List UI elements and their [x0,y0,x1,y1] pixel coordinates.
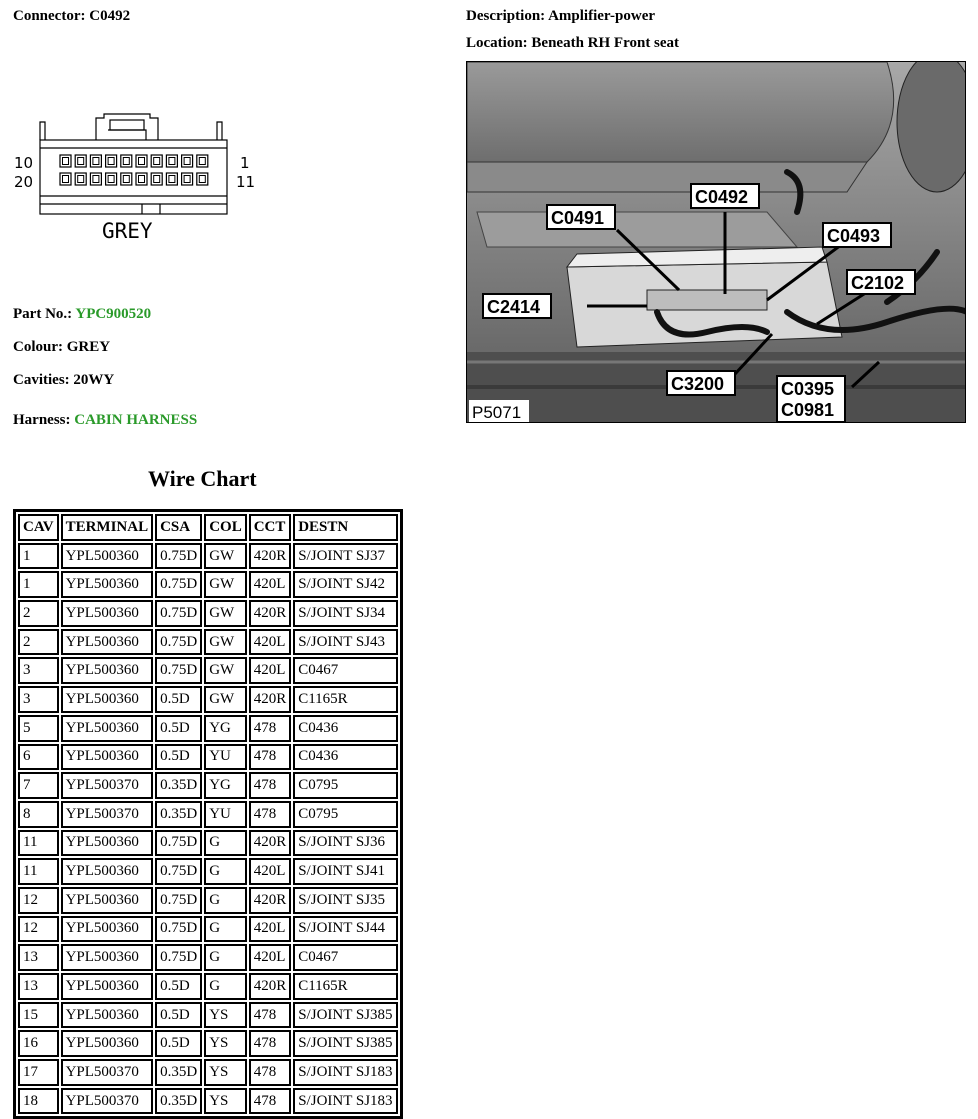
connector-face-diagram [12,108,262,248]
table-cell: 12 [18,916,59,943]
table-row [18,858,398,885]
pin-cavity [166,173,177,185]
table-cell: S/JOINT SJ385 [293,1030,397,1057]
table-cell: 420L [249,629,292,656]
table-cell: S/JOINT SJ43 [293,629,397,656]
table-cell: S/JOINT SJ41 [293,858,397,885]
table-cell: C0795 [293,772,397,799]
table-cell: 17 [18,1059,59,1086]
pin-terminal [123,158,129,165]
table-cell: 6 [18,744,59,771]
part-number-line [13,306,151,323]
table-cell: 0.75D [155,657,202,684]
pin-terminal [199,158,205,165]
table-row [18,686,398,713]
colour-value: GREY [66,339,111,355]
table-cell: 420R [249,973,292,1000]
wire-chart-title: Wire Chart [148,466,257,491]
table-cell: 11 [18,830,59,857]
pin-cavity [75,155,86,167]
table-cell: 420R [249,830,292,857]
table-cell: 0.35D [155,1088,202,1115]
table-cell: 478 [249,1059,292,1086]
table-cell: YPL500360 [61,1030,154,1057]
table-cell: 0.75D [155,629,202,656]
table-cell: GW [204,600,247,627]
table-cell: 0.75D [155,543,202,570]
table-cell: YG [204,772,247,799]
table-cell: C0436 [293,715,397,742]
pin-grid [60,155,208,185]
table-cell: C0795 [293,801,397,828]
column-header: CCT [249,514,292,541]
pin-cavity [90,173,101,185]
column-header: TERMINAL [61,514,154,541]
connector-colour-text: GREY [102,219,153,243]
table-cell: YPL500360 [61,629,154,656]
table-row [18,1030,398,1057]
part-number-link[interactable]: YPC900520 [75,306,152,322]
table-cell: G [204,830,247,857]
pin-cavity [136,173,147,185]
pin-cavity [166,155,177,167]
table-cell: 0.75D [155,571,202,598]
location-line [466,35,679,52]
table-cell: 12 [18,887,59,914]
table-cell: YPL500360 [61,686,154,713]
table-cell: YS [204,1030,247,1057]
pin-cavity [106,155,117,167]
table-cell: 420R [249,600,292,627]
table-row [18,600,398,627]
table-cell: 0.75D [155,858,202,885]
pin-cavity [75,173,86,185]
connector-label: Connector: [13,8,86,24]
pin-terminal [93,158,99,165]
table-cell: C1165R [293,973,397,1000]
table-row [18,744,398,771]
table-cell: 0.75D [155,600,202,627]
table-row [18,571,398,598]
table-cell: 478 [249,1002,292,1029]
table-cell: YU [204,801,247,828]
table-cell: GW [204,657,247,684]
cavities-line [13,372,114,389]
table-cell: 478 [249,715,292,742]
table-cell: GW [204,571,247,598]
connector-value: C0492 [89,8,131,24]
column-header: COL [204,514,247,541]
table-cell: YPL500360 [61,944,154,971]
wire-chart-body [18,543,398,1115]
harness-label: Harness: [13,412,71,428]
table-cell: S/JOINT SJ385 [293,1002,397,1029]
table-cell: YPL500370 [61,772,154,799]
table-cell: G [204,887,247,914]
pin-label-bottom-right: 11 [236,173,256,191]
pin-terminal [108,158,114,165]
table-cell: YPL500370 [61,1059,154,1086]
pin-terminal [93,176,99,183]
table-cell: YS [204,1088,247,1115]
table-cell: 478 [249,801,292,828]
table-cell: YPL500360 [61,571,154,598]
table-cell: YPL500360 [61,887,154,914]
pin-cavity [136,155,147,167]
table-cell: 420R [249,887,292,914]
table-cell: G [204,973,247,1000]
table-cell: YS [204,1059,247,1086]
table-row [18,772,398,799]
pin-terminal [199,176,205,183]
pin-cavity [121,173,132,185]
callout-5: C2414 [487,297,541,317]
table-cell: S/JOINT SJ37 [293,543,397,570]
table-cell: 0.75D [155,887,202,914]
pin-terminal [154,158,160,165]
pin-cavity [121,155,132,167]
cavities-label: Cavities: [13,372,70,388]
table-cell: S/JOINT SJ34 [293,600,397,627]
table-cell: G [204,858,247,885]
table-cell: 0.5D [155,973,202,1000]
location-photo [466,61,966,423]
table-row [18,1002,398,1029]
table-cell: S/JOINT SJ183 [293,1059,397,1086]
table-cell: YU [204,744,247,771]
pin-terminal [154,176,160,183]
table-cell: S/JOINT SJ183 [293,1088,397,1115]
description-line [466,8,655,25]
pin-label-bottom-left: 20 [14,173,34,191]
table-cell: 420L [249,657,292,684]
table-cell: YPL500360 [61,600,154,627]
table-row [18,629,398,656]
location-photo-illustration [467,62,966,423]
table-cell: 3 [18,686,59,713]
table-cell: C1165R [293,686,397,713]
table-cell: C0436 [293,744,397,771]
table-cell: YPL500360 [61,858,154,885]
table-row [18,657,398,684]
part-number-label: Part No.: [13,306,73,322]
cavities-value: 20WY [73,372,115,388]
table-cell: G [204,916,247,943]
table-cell: 13 [18,944,59,971]
pin-cavity [90,155,101,167]
pin-terminal [169,176,175,183]
table-cell: 1 [18,543,59,570]
table-cell: 420L [249,944,292,971]
table-row [18,715,398,742]
table-cell: C0467 [293,944,397,971]
table-cell: 420R [249,686,292,713]
pin-cavity [197,173,208,185]
table-cell: 0.75D [155,916,202,943]
colour-label: Colour: [13,339,63,355]
pin-terminal [78,176,84,183]
table-cell: 2 [18,629,59,656]
table-cell: YPL500360 [61,1002,154,1029]
table-cell: 0.35D [155,1059,202,1086]
table-cell: 420L [249,571,292,598]
callout-6: C3200 [671,374,725,394]
connector-line [13,8,130,25]
pin-cavity [60,155,71,167]
pin-terminal [184,158,190,165]
callout-7: C0395 [781,379,835,399]
column-header: CAV [18,514,59,541]
description-value: Amplifier-power [548,8,656,24]
callout-4: C2102 [851,273,905,293]
pin-terminal [108,176,114,183]
pin-cavity [106,173,117,185]
harness-line [13,412,197,429]
callout-8: C0981 [781,400,835,420]
table-cell: 0.35D [155,772,202,799]
table-cell: GW [204,686,247,713]
pin-terminal [123,176,129,183]
table-cell: YS [204,1002,247,1029]
callout-1: C0492 [695,187,749,207]
table-cell: YPL500370 [61,1088,154,1115]
table-cell: 0.5D [155,715,202,742]
table-row [18,801,398,828]
table-cell: 15 [18,1002,59,1029]
table-row [18,1088,398,1115]
table-cell: 0.5D [155,686,202,713]
table-cell: 420L [249,916,292,943]
pin-terminal [169,158,175,165]
table-cell: GW [204,543,247,570]
pin-terminal [63,158,69,165]
table-cell: YPL500360 [61,543,154,570]
column-header: DESTN [293,514,397,541]
table-cell: 2 [18,600,59,627]
table-cell: S/JOINT SJ44 [293,916,397,943]
table-cell: YPL500360 [61,916,154,943]
pin-cavity [151,173,162,185]
table-cell: 7 [18,772,59,799]
table-cell: 13 [18,973,59,1000]
table-cell: YPL500360 [61,973,154,1000]
table-cell: 0.75D [155,830,202,857]
table-cell: 0.5D [155,744,202,771]
pin-cavity [151,155,162,167]
table-cell: S/JOINT SJ35 [293,887,397,914]
pin-terminal [63,176,69,183]
photo-ref: P5071 [472,403,522,422]
pin-terminal [78,158,84,165]
table-cell: 18 [18,1088,59,1115]
harness-link[interactable]: CABIN HARNESS [74,412,198,428]
table-cell: 5 [18,715,59,742]
table-row [18,1059,398,1086]
table-cell: YPL500360 [61,744,154,771]
table-cell: GW [204,629,247,656]
table-row [18,973,398,1000]
pin-label-top-left: 10 [14,154,34,172]
column-header: CSA [155,514,202,541]
table-row [18,916,398,943]
table-cell: 8 [18,801,59,828]
pin-terminal [139,176,145,183]
colour-line [13,339,110,356]
table-row [18,887,398,914]
table-cell: C0467 [293,657,397,684]
table-cell: YG [204,715,247,742]
table-row [18,830,398,857]
pin-cavity [60,173,71,185]
table-cell: 478 [249,1088,292,1115]
wire-chart-header-row [18,514,398,541]
table-cell: 16 [18,1030,59,1057]
table-row [18,543,398,570]
table-cell: YPL500360 [61,657,154,684]
table-cell: S/JOINT SJ36 [293,830,397,857]
table-cell: G [204,944,247,971]
table-cell: 478 [249,744,292,771]
table-cell: 3 [18,657,59,684]
table-cell: S/JOINT SJ42 [293,571,397,598]
table-cell: 1 [18,571,59,598]
table-cell: 420L [249,858,292,885]
location-label: Location: [466,35,528,51]
description-label: Description: [466,8,546,24]
location-value: Beneath RH Front seat [531,35,680,51]
callout-2: C0491 [551,208,605,228]
pin-terminal [139,158,145,165]
table-cell: 478 [249,1030,292,1057]
table-cell: 478 [249,772,292,799]
table-row [18,944,398,971]
pin-label-top-right: 1 [240,154,250,172]
table-cell: YPL500360 [61,715,154,742]
table-cell: 0.75D [155,944,202,971]
table-cell: YPL500360 [61,830,154,857]
wire-chart-table [13,509,403,1119]
table-cell: 0.5D [155,1030,202,1057]
table-cell: YPL500370 [61,801,154,828]
pin-cavity [182,173,193,185]
table-cell: 0.5D [155,1002,202,1029]
table-cell: 420R [249,543,292,570]
table-cell: 11 [18,858,59,885]
pin-cavity [182,155,193,167]
table-cell: 0.35D [155,801,202,828]
callout-3: C0493 [827,226,881,246]
pin-terminal [184,176,190,183]
pin-cavity [197,155,208,167]
